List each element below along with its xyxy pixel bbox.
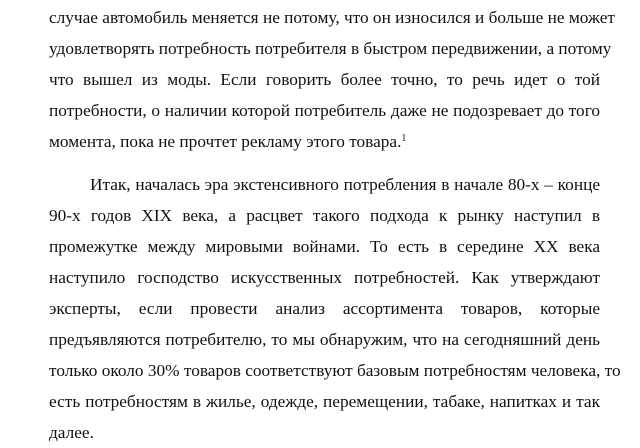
paragraph-2: [49, 169, 621, 448]
text-line: есть потребностям в жилье, одежде, перемещении, табаке, напитках и так: [49, 392, 600, 411]
text-line: 90-х годов XIX века, а расцвет такого подхода к рынку наступил в: [49, 206, 600, 225]
paragraph-1: [49, 2, 615, 157]
text-line: Итак, началась эра экстенсивного потребления в начале 80-х – конце: [90, 175, 600, 194]
footnote-reference[interactable]: 1: [401, 133, 407, 144]
text-line: случае автомобиль меняется не потому, что он износился и больше не может: [49, 8, 615, 27]
text-line: далее.: [49, 423, 94, 442]
text-line: промежутке между мировыми войнами. То есть в середине XX века: [49, 237, 600, 256]
text-line: эксперты, если провести анализ ассортимента товаров, которые: [49, 299, 600, 318]
text-line: предъявляются потребителю, то мы обнаружим, что на сегодняшний день: [49, 330, 600, 349]
text-line: только около 30% товаров соответствуют базовым потребностям человека, то: [49, 361, 621, 380]
text-line: [49, 126, 600, 157]
text-line: потребности, о наличии которой потребитель даже не подозревает до того: [49, 101, 600, 120]
document-page: [49, 2, 621, 448]
text-line: наступило господство искусственных потребностей. Как утверждают: [49, 268, 600, 287]
text-line-content: момента, пока не прочтет рекламу этого товара.: [49, 132, 402, 151]
text-line: удовлетворять потребность потребителя в быстром передвижении, а потому: [49, 39, 612, 58]
text-line: что вышел из моды. Если говорить более точно, то речь идет о той: [49, 70, 600, 89]
